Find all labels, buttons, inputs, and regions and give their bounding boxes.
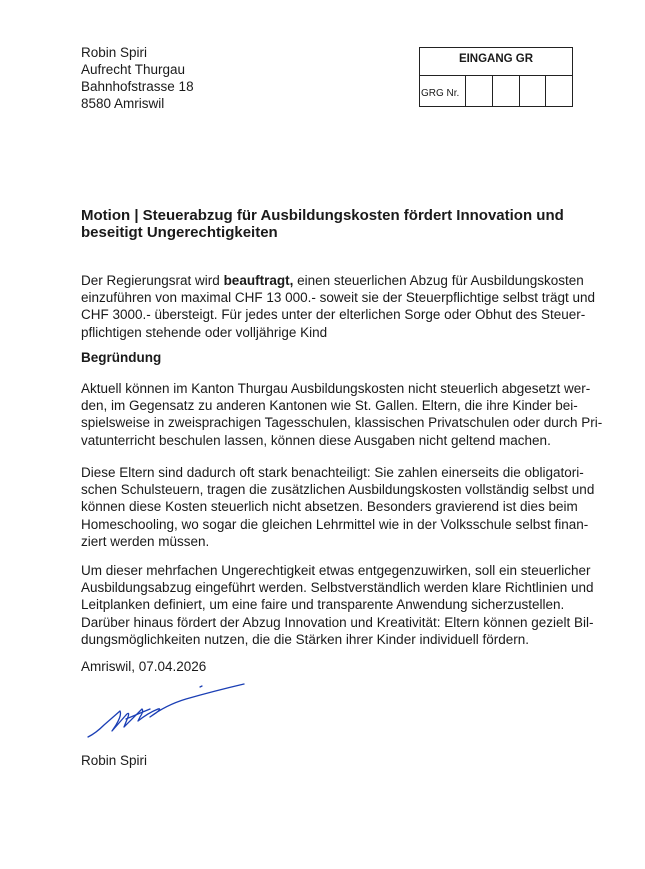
text-line: Aktuell können im Kanton Thurgau Ausbildungskosten nicht steuerlich abgesetzt wer- (81, 381, 591, 396)
text-line: Ausbildungsabzug eingeführt werden. Selbstverständlich werden klare Richtlinien und (81, 580, 594, 596)
motion-text: Der Regierungsrat wird (81, 273, 224, 288)
place-date: Amriswil, 07.04.2026 (81, 659, 207, 674)
text-line: den, im Gegensatz zu anderen Kantonen wie St. Gallen. Eltern, die ihre Kinder bei- (81, 398, 578, 414)
sender-city: 8580 Amriswil (81, 96, 165, 111)
reason-heading: Begründung (81, 350, 162, 365)
reason-paragraph-1 (81, 380, 621, 449)
text-line: vatunterricht beschulen lassen, können diese Ausgaben nicht geltend machen. (81, 432, 551, 448)
sender-name: Robin Spiri (81, 45, 148, 60)
stamp-cell (520, 76, 547, 107)
text-line: spielsweise in zweisprachigen Tagesschulen, klassischen Privatschulen oder durch Pri- (81, 415, 603, 431)
handwritten-signature (86, 681, 256, 743)
text-line: Darüber hinaus fördert der Abzug Innovation und Kreativität: Eltern können gezielt Bil- (81, 614, 594, 630)
motion-line (81, 272, 621, 289)
text-line: Leitplanken definiert, um eine faire und transparente Anwendung sicherzustellen. (81, 597, 565, 613)
text-line: Diese Eltern sind dadurch oft stark benachteiligt: Sie zahlen einerseits die obligatori- (81, 465, 584, 480)
text-line: schen Schulsteuern, tragen die zusätzlichen Ausbildungskosten vollständig selbst und (81, 482, 595, 498)
motion-emphasis: beauftragt, (223, 273, 294, 288)
receipt-stamp-box (419, 47, 573, 107)
stamp-title: EINGANG GR (420, 48, 572, 76)
document-title (81, 207, 621, 241)
text-line: dungsmöglichkeiten nutzen, die die Stärken ihrer Kinder individuell fördern. (81, 631, 530, 647)
motion-paragraph (81, 272, 621, 341)
sender-party: Aufrecht Thurgau (81, 62, 186, 77)
sender-street: Bahnhofstrasse 18 (81, 79, 194, 94)
stamp-number-label: GRG Nr. (420, 76, 466, 107)
signer-name: Robin Spiri (81, 753, 148, 768)
reason-paragraph-2 (81, 464, 621, 550)
text-line: Homeschooling, wo sogar die gleichen Lehrmittel wie in der Volksschule selbst finan- (81, 516, 589, 532)
reason-paragraph-3 (81, 562, 621, 648)
stamp-number-row (420, 76, 572, 107)
stamp-cell (466, 76, 493, 107)
text-line: ziert werden müssen. (81, 533, 210, 549)
stamp-cell (493, 76, 520, 107)
title-line: beseitigt Ungerechtigkeiten (81, 224, 278, 241)
motion-line: CHF 3000.- übersteigt. Für jedes unter der elterlichen Sorge oder Obhut des Steuer- (81, 307, 586, 323)
motion-line: pflichtigen stehende oder volljährige Kind (81, 324, 328, 340)
title-line: Motion | Steuerabzug für Ausbildungskosten fördert Innovation und (81, 207, 564, 224)
text-line: können diese Kosten steuerlich nicht absetzen. Besonders gravierend ist dies beim (81, 499, 578, 515)
motion-text: einen steuerlichen Abzug für Ausbildungskosten (293, 273, 584, 288)
motion-line: einzuführen von maximal CHF 13 000.- soweit sie der Steuerpflichtige selbst trägt und (81, 290, 596, 306)
stamp-cell (546, 76, 572, 107)
text-line: Um dieser mehrfachen Ungerechtigkeit etwas entgegenzuwirken, soll ein steuerlicher (81, 563, 591, 578)
sender-address (81, 44, 194, 112)
